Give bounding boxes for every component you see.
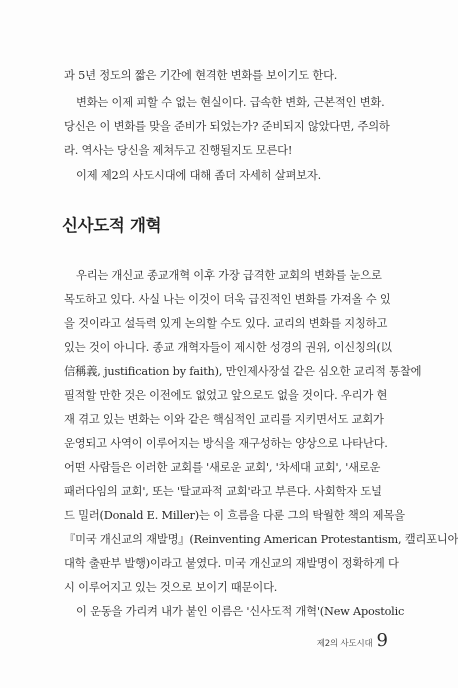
body-line: 재 겪고 있는 변화는 이와 같은 핵심적인 교리를 지키면서도 교회가 [64, 413, 384, 426]
body-line: 대학 출판부 발행)이라고 붙였다. 미국 개신교의 재발명이 정확하게 다 [64, 557, 399, 570]
body-line: 『미국 개신교의 재발명』(Reinventing American Protestantism, 캘리포니아 [64, 533, 458, 546]
page-footer [317, 632, 388, 650]
body-line: 이 운동을 가리켜 내가 붙인 이름은 '신사도적 개혁'(New Apostolic [76, 605, 405, 618]
intro-line: 당신은 이 변화를 맞을 준비가 되었는가? 준비되지 않았다면, 주의하 [64, 120, 390, 133]
body-line: 어떤 사람들은 이러한 교회를 '새로운 교회', '차세대 교회', '새로운 [64, 461, 381, 474]
body-line: 드 밀러(Donald E. Miller)는 이 흐름을 다룬 그의 탁월한 책의 제목을 [64, 509, 405, 522]
section-heading: 신사도적 개혁 [62, 216, 162, 235]
running-chapter-title: 제2의 사도시대 [316, 639, 373, 649]
body-line: 을 것이라고 설득력 있게 논의할 수도 있다. 교리의 변화를 지칭하고 [64, 317, 388, 330]
body-line: 우리는 개신교 종교개혁 이후 가장 급격한 교회의 변화를 눈으로 [76, 269, 382, 282]
body-line: 信稱義, justification by faith), 만인제사장설 같은 심오한 교리적 통찰에 [64, 365, 422, 378]
intro-line: 이제 제2의 사도시대에 대해 좀더 자세히 살펴보자. [76, 169, 321, 182]
body-line: 목도하고 있다. 사실 나는 이것이 더욱 급진적인 변화를 가져올 수 있 [64, 293, 391, 306]
body-line: 시 이루어지고 있는 것으로 보이기 때문이다. [64, 581, 278, 594]
page-number: 9 [376, 630, 388, 651]
body-line: 필적할 만한 것은 이전에도 없었고 앞으로도 없을 것이다. 우리가 현 [64, 389, 388, 402]
intro-line: 라. 역사는 당신을 제쳐두고 진행될지도 모른다! [64, 144, 293, 157]
body-line: 패러다임의 교회', 또는 '탈교파적 교회'라고 부른다. 사회학자 도널 [64, 485, 382, 498]
intro-line: 변화는 이제 피할 수 없는 현실이다. 급속한 변화, 근본적인 변화. [76, 96, 385, 109]
body-line: 있는 것이 아니다. 종교 개혁자들이 제시한 성경의 권위, 이신칭의(以 [64, 341, 392, 354]
body-line: 운영되고 사역이 이루어지는 방식을 재구성하는 양상으로 나타난다. [64, 437, 388, 450]
intro-line: 과 5년 정도의 짧은 기간에 현격한 변화를 보이기도 한다. [64, 69, 338, 82]
